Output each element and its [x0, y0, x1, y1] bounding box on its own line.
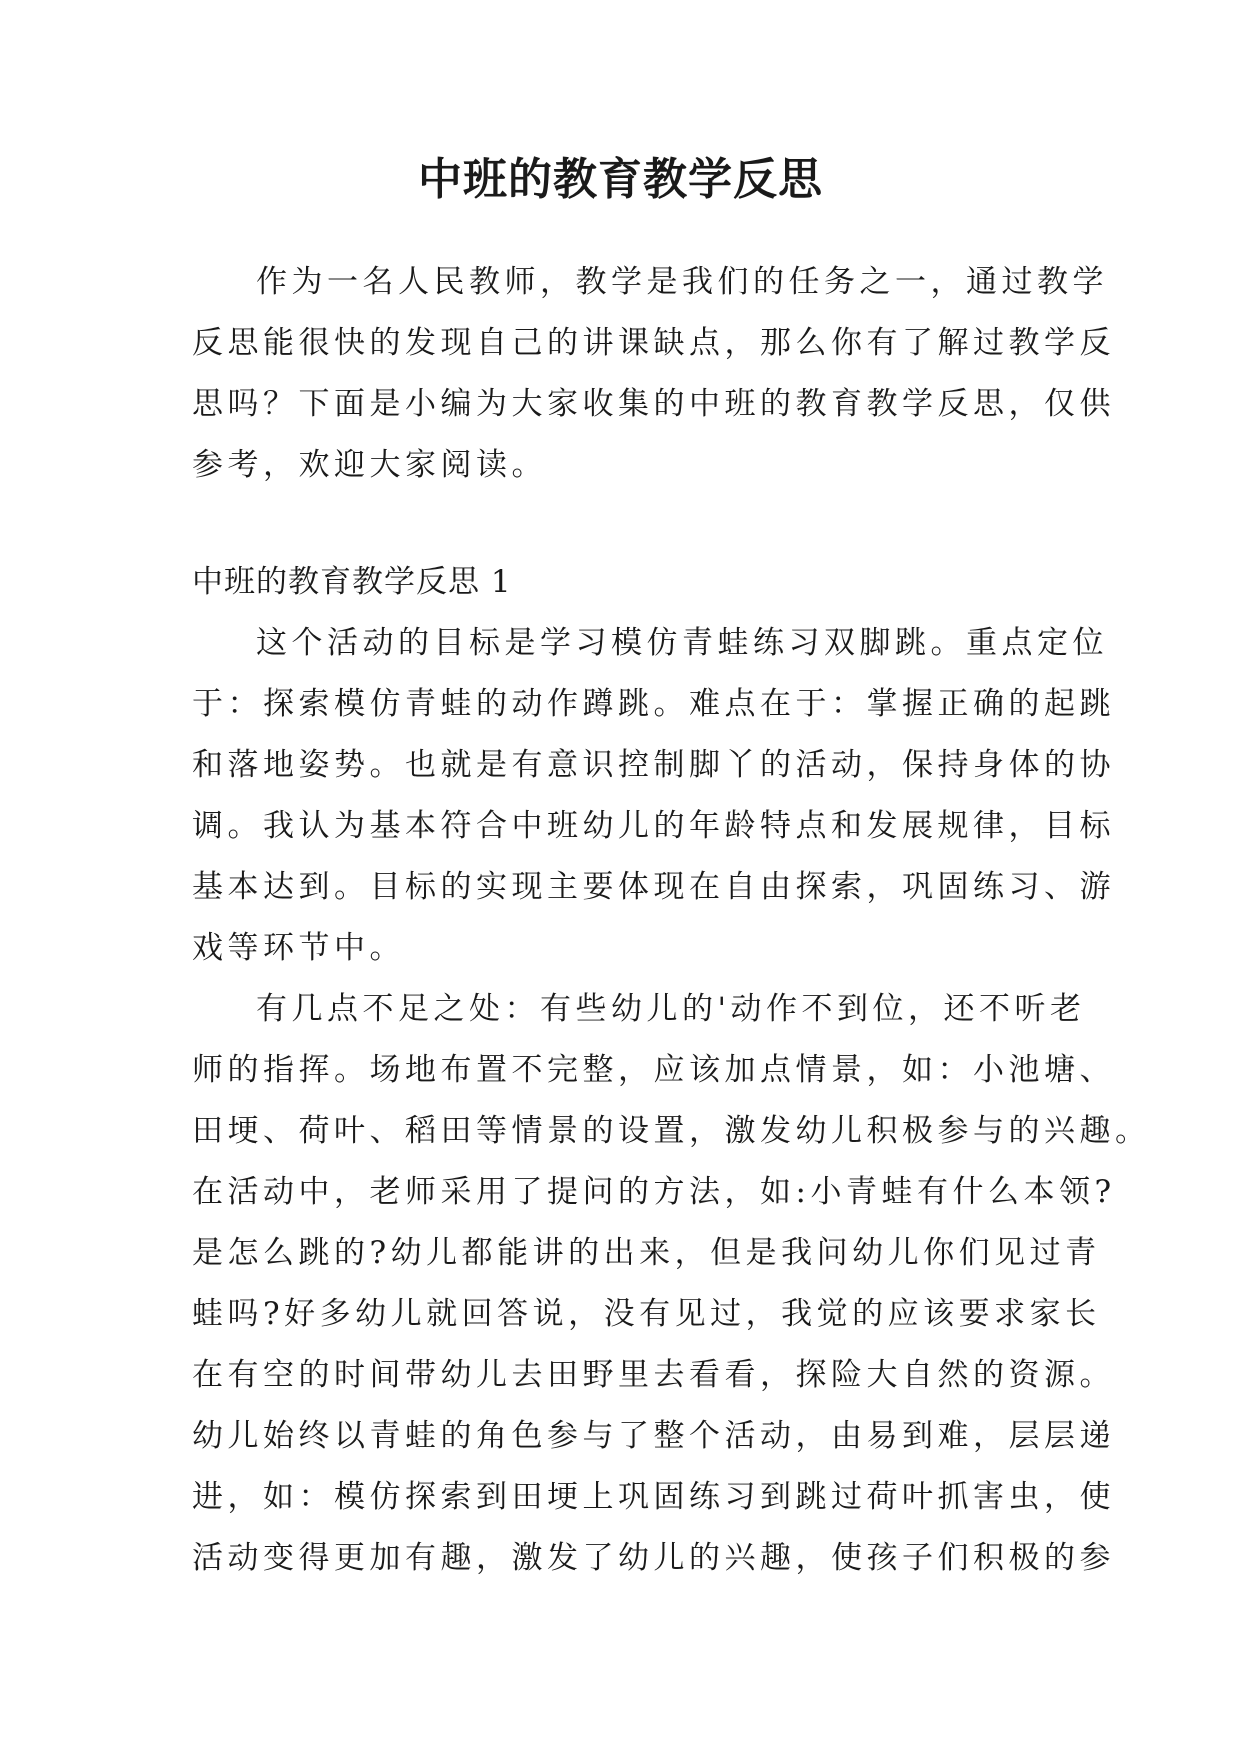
para1-line-6: 戏等环节中。 [192, 930, 405, 966]
intro-line-1: 作为一名人民教师，教学是我们的任务之一，通过教学 [256, 264, 1108, 300]
para2-line-9: 进，如：模仿探索到田埂上巩固练习到跳过荷叶抓害虫，使 [192, 1479, 1115, 1515]
section-heading-1: 中班的教育教学反思 1 [192, 564, 512, 600]
intro-line-3: 思吗？下面是小编为大家收集的中班的教育教学反思，仅供 [192, 386, 1115, 422]
para1-line-1: 这个活动的目标是学习模仿青蛙练习双脚跳。重点定位 [256, 625, 1108, 661]
intro-line-4: 参考，欢迎大家阅读。 [192, 447, 547, 483]
para2-line-1: 有几点不足之处：有些幼儿的'动作不到位，还不听老 [256, 991, 1086, 1027]
para2-line-8: 幼儿始终以青蛙的角色参与了整个活动，由易到难，层层递 [192, 1418, 1115, 1454]
para2-line-3: 田埂、荷叶、稻田等情景的设置，激发幼儿积极参与的兴趣。 [192, 1113, 1151, 1149]
para1-line-5: 基本达到。目标的实现主要体现在自由探索，巩固练习、游 [192, 869, 1115, 905]
para1-line-4: 调。我认为基本符合中班幼儿的年龄特点和发展规律，目标 [192, 808, 1115, 844]
para1-line-3: 和落地姿势。也就是有意识控制脚丫的活动，保持身体的协 [192, 747, 1115, 783]
intro-line-2: 反思能很快的发现自己的讲课缺点，那么你有了解过教学反 [192, 325, 1115, 361]
para2-line-10: 活动变得更加有趣，激发了幼儿的兴趣，使孩子们积极的参 [192, 1540, 1115, 1576]
para2-line-6: 蛙吗?好多幼儿就回答说，没有见过，我觉的应该要求家长 [192, 1296, 1101, 1332]
para2-line-2: 师的指挥。场地布置不完整，应该加点情景，如：小池塘、 [192, 1052, 1115, 1088]
para2-line-5: 是怎么跳的?幼儿都能讲的出来，但是我问幼儿你们见过青 [192, 1235, 1101, 1271]
para2-line-7: 在有空的时间带幼儿去田野里去看看，探险大自然的资源。 [192, 1357, 1115, 1393]
document-title: 中班的教育教学反思 [418, 154, 823, 205]
para2-line-4: 在活动中，老师采用了提问的方法，如:小青蛙有什么本领? [192, 1174, 1116, 1210]
para1-line-2: 于：探索模仿青蛙的动作蹲跳。难点在于：掌握正确的起跳 [192, 686, 1115, 722]
